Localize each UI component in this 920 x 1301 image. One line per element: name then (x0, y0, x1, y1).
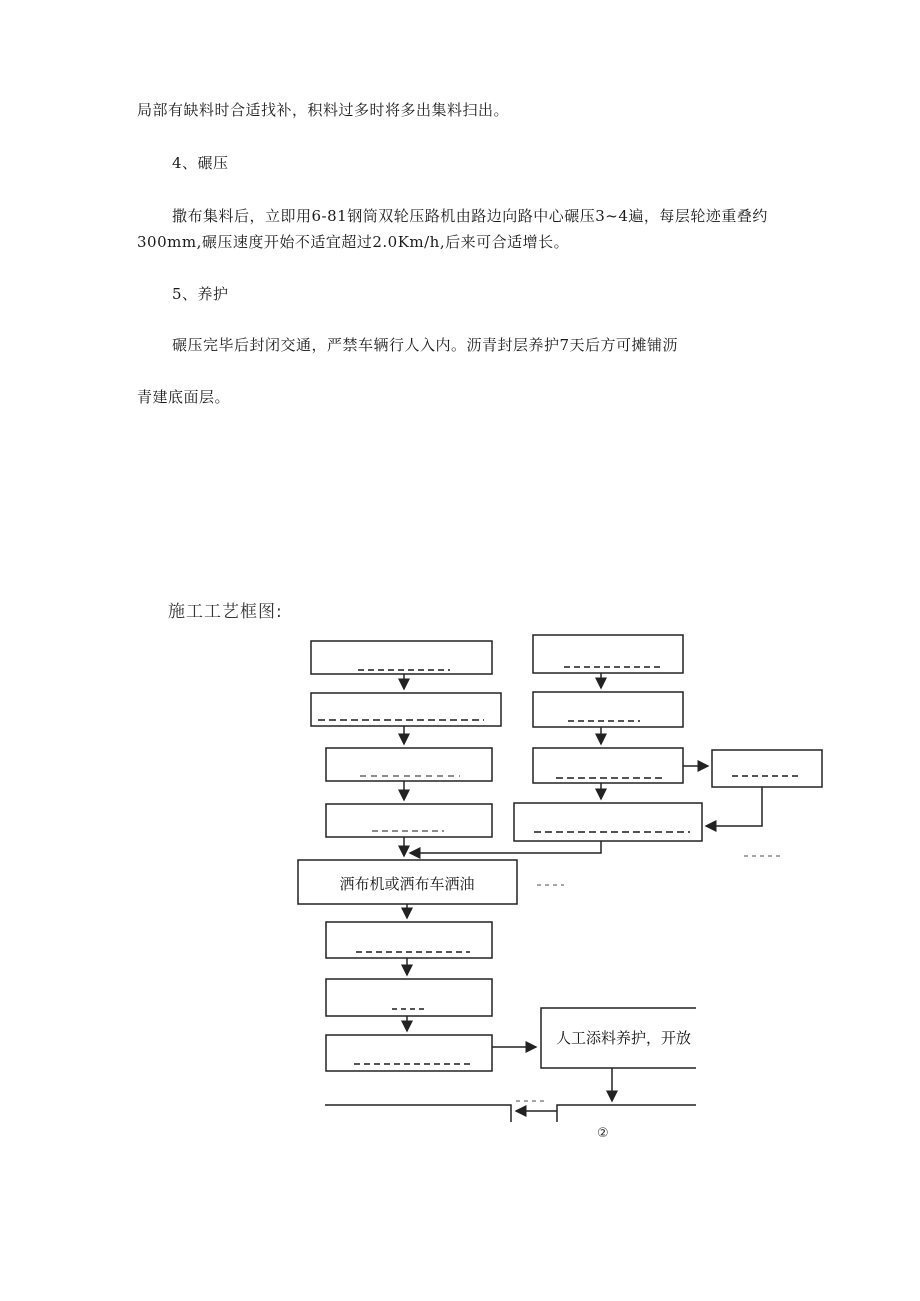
flow-box-right-2 (533, 692, 683, 727)
flow-box-side (712, 750, 822, 787)
flow-box-lower-2 (326, 979, 492, 1016)
flow-box-left-1 (311, 641, 492, 674)
paragraph-1: 局部有缺料时合适找补，积料过多时将多出集料扫出。 (137, 101, 510, 119)
flow-box-left-4 (326, 804, 492, 837)
flow-box-lower-1 (326, 922, 492, 958)
flow-box-left-3 (326, 748, 492, 781)
flow-box-right-3 (533, 748, 683, 783)
open-traffic-label: 人工添料养护，开放 (556, 1029, 692, 1047)
spread-oil-label: 洒布机或洒布车洒油 (339, 875, 475, 893)
paragraph-rolling-line2: 300mm,碾压速度开始不适宜超过2.0Km/h,后来可合适增长。 (137, 233, 570, 251)
flow-box-left-2 (311, 693, 501, 726)
flow-box-spread-oil (298, 860, 517, 904)
paragraph-curing-line2: 青建底面层。 (137, 388, 231, 406)
flow-box-right-1 (533, 635, 683, 673)
flow-box-right-4 (514, 803, 702, 841)
circle-mark: ② (597, 1126, 609, 1141)
figure-title: 施工工艺框图: (168, 602, 283, 622)
flow-box-lower-3 (326, 1035, 492, 1071)
section-heading-rolling: 4、碾压 (172, 154, 229, 172)
paragraph-rolling-line1: 撒布集料后，立即用6-81钢筒双轮压路机由路边向路中心碾压3~4遍，每层轮迹重叠约 (172, 207, 768, 225)
paragraph-curing-line1: 碾压完毕后封闭交通，严禁车辆行人入内。沥青封层养护7天后方可摊铺沥 (172, 336, 679, 354)
section-heading-curing: 5、养护 (172, 285, 229, 303)
flow-box-open-traffic (541, 1008, 696, 1068)
